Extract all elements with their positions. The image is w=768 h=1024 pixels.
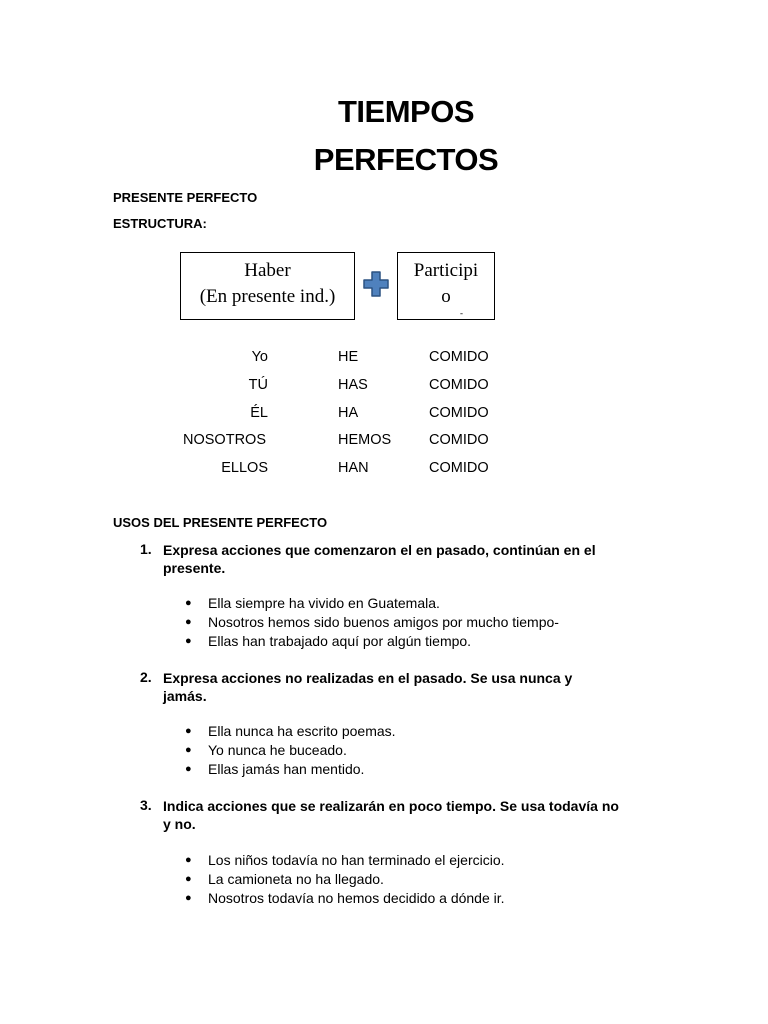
- use-description-line-2: jamás.: [163, 688, 207, 704]
- use-description-line-1: Expresa acciones que comenzaron el en pasado, continúan en el: [163, 542, 596, 558]
- example-item: Nosotros hemos sido buenos amigos por mucho tiempo-: [208, 614, 559, 630]
- example-item: Los niños todavía no han terminado el ejercicio.: [208, 852, 505, 868]
- page-title-line-2: PERFECTOS: [313, 142, 499, 177]
- structure-label: ESTRUCTURA:: [113, 216, 207, 231]
- use-description-line-1: Indica acciones que se realizarán en poco tiempo. Se usa todavía no: [163, 798, 619, 814]
- pronoun-cell: ELLOS: [221, 460, 268, 476]
- participle-cell: COMIDO: [429, 377, 489, 393]
- example-item: Ella siempre ha vivido en Guatemala.: [208, 595, 440, 611]
- use-description: [163, 797, 683, 833]
- example-item: Nosotros todavía no hemos decidido a dónde ir.: [208, 890, 505, 906]
- bullet-icon: ●: [185, 892, 192, 904]
- verb-cell: HAN: [338, 460, 369, 476]
- use-number: 3.: [140, 797, 152, 813]
- verb-cell: HAS: [338, 377, 368, 393]
- example-item: Yo nunca he buceado.: [208, 742, 347, 758]
- example-item: La camioneta no ha llegado.: [208, 871, 384, 887]
- use-description-line-2: presente.: [163, 560, 226, 576]
- bullet-icon: ●: [185, 635, 192, 647]
- haber-box: [180, 252, 355, 320]
- verb-cell: HEMOS: [338, 432, 392, 448]
- verb-cell: HA: [338, 405, 359, 421]
- participle-cell: COMIDO: [429, 432, 489, 448]
- use-number: 1.: [140, 541, 152, 557]
- use-description: [163, 669, 663, 705]
- section-heading: PRESENTE PERFECTO: [113, 190, 258, 205]
- bullet-icon: ●: [185, 725, 192, 737]
- bullet-icon: ●: [185, 854, 192, 866]
- bullet-icon: ●: [185, 763, 192, 775]
- use-description-line-2: y no.: [163, 816, 196, 832]
- haber-box-line-1: Haber: [244, 260, 291, 281]
- pronoun-cell: ÉL: [250, 405, 268, 421]
- verb-cell: HE: [338, 349, 359, 365]
- pronoun-cell: Yo: [251, 349, 268, 365]
- example-item: Ella nunca ha escrito poemas.: [208, 723, 396, 739]
- participle-cell: COMIDO: [429, 349, 489, 365]
- use-description-line-1: Expresa acciones no realizadas en el pasado. Se usa nunca y: [163, 670, 573, 686]
- example-item: Ellas han trabajado aquí por algún tiempo.: [208, 633, 472, 649]
- plus-icon: [362, 270, 390, 298]
- bullet-icon: ●: [185, 873, 192, 885]
- bullet-icon: ●: [185, 616, 192, 628]
- example-item: Ellas jamás han mentido.: [208, 761, 365, 777]
- haber-box-line-2: (En presente ind.): [199, 286, 336, 307]
- use-description: [163, 541, 663, 577]
- participio-box: [397, 252, 495, 320]
- participio-box-line-2: o: [441, 286, 451, 307]
- bullet-icon: ●: [185, 744, 192, 756]
- pronoun-cell: NOSOTROS: [183, 432, 266, 448]
- use-number: 2.: [140, 669, 152, 685]
- uses-heading: USOS DEL PRESENTE PERFECTO: [113, 515, 328, 530]
- participle-cell: COMIDO: [429, 405, 489, 421]
- bullet-icon: ●: [185, 597, 192, 609]
- page-title-line-1: TIEMPOS: [337, 94, 474, 129]
- participle-cell: COMIDO: [429, 460, 489, 476]
- pronoun-cell: TÚ: [248, 377, 268, 393]
- participio-box-line-1: Participi: [413, 260, 479, 281]
- participio-box-mark: -: [460, 308, 463, 318]
